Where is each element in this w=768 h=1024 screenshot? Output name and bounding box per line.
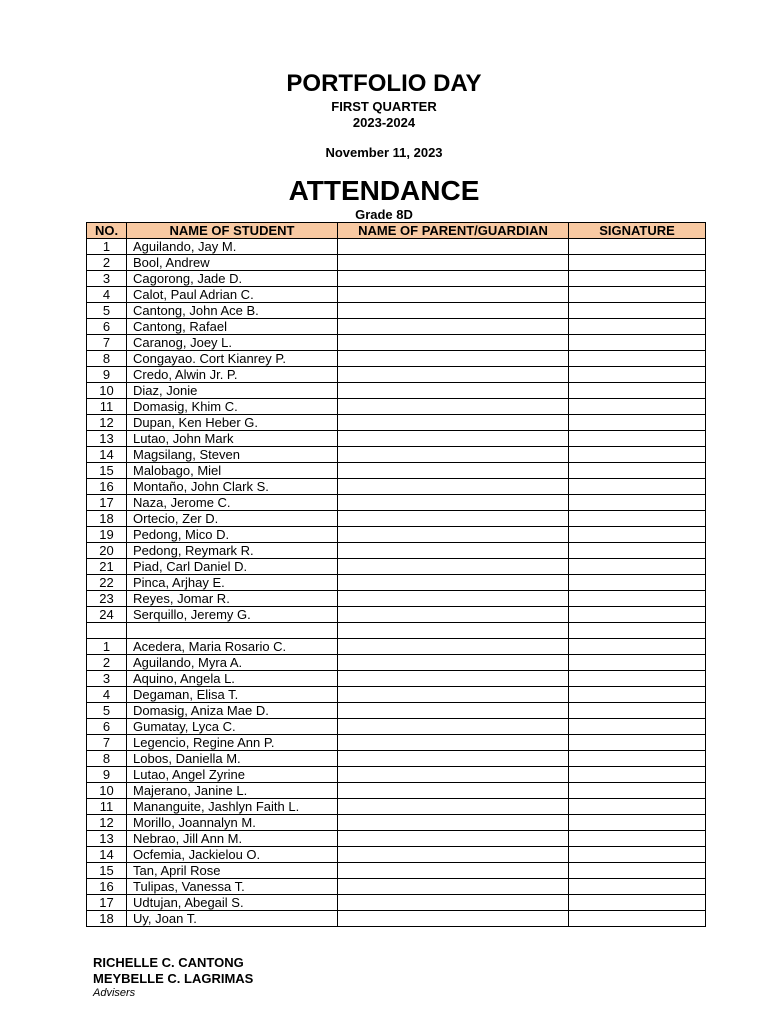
- parent-guardian-cell: [338, 255, 569, 271]
- parent-guardian-cell: [338, 479, 569, 495]
- row-number: 1: [87, 239, 127, 255]
- school-year: 2023-2024: [352, 115, 416, 130]
- student-name-cell: Lutao, John Mark: [127, 431, 338, 447]
- row-number: 10: [87, 783, 127, 799]
- parent-guardian-cell: [338, 527, 569, 543]
- column-header-student-name: NAME OF STUDENT: [127, 223, 338, 239]
- table-row: [87, 911, 706, 927]
- row-number: 10: [87, 383, 127, 399]
- signature-cell: [569, 607, 706, 623]
- grade-section: Grade 8D: [355, 207, 413, 222]
- parent-guardian-cell: [338, 399, 569, 415]
- row-number: 18: [87, 511, 127, 527]
- student-name-cell: Nebrao, Jill Ann M.: [127, 831, 338, 847]
- table-row: [87, 255, 706, 271]
- student-name-cell: Pinca, Arjhay E.: [127, 575, 338, 591]
- table-row: [87, 735, 706, 751]
- student-name-cell: Cantong, John Ace B.: [127, 303, 338, 319]
- table-row: [87, 447, 706, 463]
- row-number: 11: [87, 799, 127, 815]
- signature-cell: [569, 831, 706, 847]
- row-number: 8: [87, 751, 127, 767]
- student-name-cell: Caranog, Joey L.: [127, 335, 338, 351]
- row-number: 7: [87, 735, 127, 751]
- signature-cell: [569, 255, 706, 271]
- row-number: 21: [87, 559, 127, 575]
- parent-guardian-cell: [338, 463, 569, 479]
- parent-guardian-cell: [338, 239, 569, 255]
- table-row: [87, 687, 706, 703]
- table-row: [87, 287, 706, 303]
- student-name-cell: Aguilando, Myra A.: [127, 655, 338, 671]
- parent-guardian-cell: [338, 767, 569, 783]
- table-row: [87, 895, 706, 911]
- signature-cell: [569, 719, 706, 735]
- quarter-label: FIRST QUARTER: [331, 99, 437, 114]
- signature-cell: [569, 351, 706, 367]
- table-row: [87, 863, 706, 879]
- signature-cell: [569, 303, 706, 319]
- table-row: [87, 655, 706, 671]
- row-number: 17: [87, 495, 127, 511]
- parent-guardian-cell: [338, 383, 569, 399]
- row-number: 3: [87, 271, 127, 287]
- signature-cell: [569, 559, 706, 575]
- row-number: 8: [87, 351, 127, 367]
- table-row: [87, 575, 706, 591]
- row-number: 13: [87, 431, 127, 447]
- signature-cell: [569, 703, 706, 719]
- student-name-cell: Degaman, Elisa T.: [127, 687, 338, 703]
- student-name-cell: [127, 623, 338, 639]
- parent-guardian-cell: [338, 863, 569, 879]
- parent-guardian-cell: [338, 671, 569, 687]
- table-row: [87, 607, 706, 623]
- signature-cell: [569, 767, 706, 783]
- student-name-cell: Serquillo, Jeremy G.: [127, 607, 338, 623]
- table-row: [87, 591, 706, 607]
- table-row: [87, 367, 706, 383]
- student-name-cell: Domasig, Khim C.: [127, 399, 338, 415]
- student-name-cell: Ortecio, Zer D.: [127, 511, 338, 527]
- parent-guardian-cell: [338, 639, 569, 655]
- student-name-cell: Bool, Andrew: [127, 255, 338, 271]
- row-number: 3: [87, 671, 127, 687]
- adviser-name-1: RICHELLE C. CANTONG: [93, 955, 244, 970]
- parent-guardian-cell: [338, 335, 569, 351]
- signature-cell: [569, 847, 706, 863]
- signature-cell: [569, 815, 706, 831]
- table-row: [87, 783, 706, 799]
- advisers-block: [93, 955, 253, 1000]
- student-name-cell: Piad, Carl Daniel D.: [127, 559, 338, 575]
- row-number: 12: [87, 415, 127, 431]
- parent-guardian-cell: [338, 879, 569, 895]
- row-number: 13: [87, 831, 127, 847]
- signature-cell: [569, 367, 706, 383]
- student-name-cell: Lobos, Daniella M.: [127, 751, 338, 767]
- signature-cell: [569, 511, 706, 527]
- row-number: 4: [87, 287, 127, 303]
- parent-guardian-cell: [338, 447, 569, 463]
- signature-cell: [569, 751, 706, 767]
- student-name-cell: Malobago, Miel: [127, 463, 338, 479]
- student-name-cell: Reyes, Jomar R.: [127, 591, 338, 607]
- row-number: 20: [87, 543, 127, 559]
- table-row: [87, 623, 706, 639]
- signature-cell: [569, 479, 706, 495]
- table-row: [87, 463, 706, 479]
- signature-cell: [569, 639, 706, 655]
- signature-cell: [569, 687, 706, 703]
- parent-guardian-cell: [338, 719, 569, 735]
- signature-cell: [569, 735, 706, 751]
- advisers-role-label: Advisers: [93, 987, 136, 999]
- table-row: [87, 703, 706, 719]
- signature-cell: [569, 863, 706, 879]
- table-row: [87, 767, 706, 783]
- row-number: 6: [87, 319, 127, 335]
- table-row: [87, 847, 706, 863]
- student-name-cell: Tan, April Rose: [127, 863, 338, 879]
- column-header-parent-guardian: NAME OF PARENT/GUARDIAN: [338, 223, 569, 239]
- row-number: 17: [87, 895, 127, 911]
- signature-cell: [569, 879, 706, 895]
- row-number: 2: [87, 255, 127, 271]
- row-number: 9: [87, 367, 127, 383]
- student-name-cell: Pedong, Reymark R.: [127, 543, 338, 559]
- signature-cell: [569, 431, 706, 447]
- parent-guardian-cell: [338, 415, 569, 431]
- table-row: [87, 815, 706, 831]
- signature-cell: [569, 399, 706, 415]
- row-number: 23: [87, 591, 127, 607]
- signature-cell: [569, 783, 706, 799]
- table-row: [87, 335, 706, 351]
- row-number: 19: [87, 527, 127, 543]
- parent-guardian-cell: [338, 431, 569, 447]
- table-row: [87, 239, 706, 255]
- attendance-table-body: [87, 239, 706, 927]
- student-name-cell: Aguilando, Jay M.: [127, 239, 338, 255]
- parent-guardian-cell: [338, 703, 569, 719]
- student-name-cell: Tulipas, Vanessa T.: [127, 879, 338, 895]
- row-number: 7: [87, 335, 127, 351]
- table-row: [87, 431, 706, 447]
- parent-guardian-cell: [338, 287, 569, 303]
- signature-cell: [569, 495, 706, 511]
- row-number: 2: [87, 655, 127, 671]
- table-row: [87, 271, 706, 287]
- signature-cell: [569, 335, 706, 351]
- signature-cell: [569, 671, 706, 687]
- row-number: 4: [87, 687, 127, 703]
- row-number: 24: [87, 607, 127, 623]
- row-number: 14: [87, 447, 127, 463]
- signature-cell: [569, 655, 706, 671]
- table-row: [87, 559, 706, 575]
- signature-cell: [569, 527, 706, 543]
- signature-cell: [569, 415, 706, 431]
- parent-guardian-cell: [338, 847, 569, 863]
- parent-guardian-cell: [338, 511, 569, 527]
- row-number: 1: [87, 639, 127, 655]
- signature-cell: [569, 575, 706, 591]
- signature-cell: [569, 543, 706, 559]
- row-number: 15: [87, 463, 127, 479]
- student-name-cell: Majerano, Janine L.: [127, 783, 338, 799]
- table-row: [87, 879, 706, 895]
- student-name-cell: Acedera, Maria Rosario C.: [127, 639, 338, 655]
- row-number: [87, 623, 127, 639]
- student-name-cell: Gumatay, Lyca C.: [127, 719, 338, 735]
- parent-guardian-cell: [338, 655, 569, 671]
- table-row: [87, 639, 706, 655]
- parent-guardian-cell: [338, 575, 569, 591]
- parent-guardian-cell: [338, 607, 569, 623]
- parent-guardian-cell: [338, 687, 569, 703]
- parent-guardian-cell: [338, 351, 569, 367]
- table-row: [87, 543, 706, 559]
- student-name-cell: Domasig, Aniza Mae D.: [127, 703, 338, 719]
- student-name-cell: Ocfemia, Jackielou O.: [127, 847, 338, 863]
- table-row: [87, 527, 706, 543]
- table-row: [87, 399, 706, 415]
- signature-cell: [569, 911, 706, 927]
- row-number: 14: [87, 847, 127, 863]
- table-row: [87, 351, 706, 367]
- signature-cell: [569, 319, 706, 335]
- signature-cell: [569, 463, 706, 479]
- parent-guardian-cell: [338, 895, 569, 911]
- student-name-cell: Diaz, Jonie: [127, 383, 338, 399]
- document-title: PORTFOLIO DAY: [286, 70, 482, 97]
- table-row: [87, 799, 706, 815]
- parent-guardian-cell: [338, 495, 569, 511]
- student-name-cell: Aquino, Angela L.: [127, 671, 338, 687]
- event-date: November 11, 2023: [325, 145, 443, 160]
- signature-cell: [569, 383, 706, 399]
- parent-guardian-cell: [338, 911, 569, 927]
- row-number: 16: [87, 879, 127, 895]
- table-row: [87, 751, 706, 767]
- table-row: [87, 415, 706, 431]
- row-number: 22: [87, 575, 127, 591]
- table-row: [87, 719, 706, 735]
- parent-guardian-cell: [338, 799, 569, 815]
- parent-guardian-cell: [338, 591, 569, 607]
- parent-guardian-cell: [338, 783, 569, 799]
- signature-cell: [569, 799, 706, 815]
- student-name-cell: Congayao. Cort Kianrey P.: [127, 351, 338, 367]
- student-name-cell: Naza, Jerome C.: [127, 495, 338, 511]
- adviser-name-2: MEYBELLE C. LAGRIMAS: [93, 971, 254, 986]
- student-name-cell: Magsilang, Steven: [127, 447, 338, 463]
- signature-cell: [569, 623, 706, 639]
- signature-cell: [569, 271, 706, 287]
- table-header-row: [87, 223, 706, 239]
- parent-guardian-cell: [338, 271, 569, 287]
- parent-guardian-cell: [338, 751, 569, 767]
- student-name-cell: Mananguite, Jashlyn Faith L.: [127, 799, 338, 815]
- parent-guardian-cell: [338, 303, 569, 319]
- student-name-cell: Lutao, Angel Zyrine: [127, 767, 338, 783]
- parent-guardian-cell: [338, 543, 569, 559]
- attendance-table: [86, 222, 706, 927]
- table-row: [87, 495, 706, 511]
- parent-guardian-cell: [338, 623, 569, 639]
- row-number: 9: [87, 767, 127, 783]
- table-row: [87, 511, 706, 527]
- signature-cell: [569, 239, 706, 255]
- student-name-cell: Udtujan, Abegail S.: [127, 895, 338, 911]
- student-name-cell: Morillo, Joannalyn M.: [127, 815, 338, 831]
- table-row: [87, 303, 706, 319]
- row-number: 15: [87, 863, 127, 879]
- signature-cell: [569, 447, 706, 463]
- table-row: [87, 383, 706, 399]
- student-name-cell: Cagorong, Jade D.: [127, 271, 338, 287]
- table-row: [87, 319, 706, 335]
- parent-guardian-cell: [338, 815, 569, 831]
- table-row: [87, 671, 706, 687]
- student-name-cell: Montaño, John Clark S.: [127, 479, 338, 495]
- table-row: [87, 831, 706, 847]
- row-number: 11: [87, 399, 127, 415]
- row-number: 18: [87, 911, 127, 927]
- parent-guardian-cell: [338, 367, 569, 383]
- student-name-cell: Legencio, Regine Ann P.: [127, 735, 338, 751]
- attendance-heading: ATTENDANCE: [288, 175, 480, 206]
- signature-cell: [569, 591, 706, 607]
- student-name-cell: Pedong, Mico D.: [127, 527, 338, 543]
- row-number: 6: [87, 719, 127, 735]
- column-header-signature: SIGNATURE: [569, 223, 706, 239]
- row-number: 12: [87, 815, 127, 831]
- parent-guardian-cell: [338, 319, 569, 335]
- table-row: [87, 479, 706, 495]
- student-name-cell: Calot, Paul Adrian C.: [127, 287, 338, 303]
- student-name-cell: Uy, Joan T.: [127, 911, 338, 927]
- student-name-cell: Credo, Alwin Jr. P.: [127, 367, 338, 383]
- parent-guardian-cell: [338, 735, 569, 751]
- student-name-cell: Dupan, Ken Heber G.: [127, 415, 338, 431]
- row-number: 5: [87, 303, 127, 319]
- row-number: 5: [87, 703, 127, 719]
- signature-cell: [569, 895, 706, 911]
- column-header-no: NO.: [87, 223, 127, 239]
- parent-guardian-cell: [338, 559, 569, 575]
- student-name-cell: Cantong, Rafael: [127, 319, 338, 335]
- signature-cell: [569, 287, 706, 303]
- row-number: 16: [87, 479, 127, 495]
- parent-guardian-cell: [338, 831, 569, 847]
